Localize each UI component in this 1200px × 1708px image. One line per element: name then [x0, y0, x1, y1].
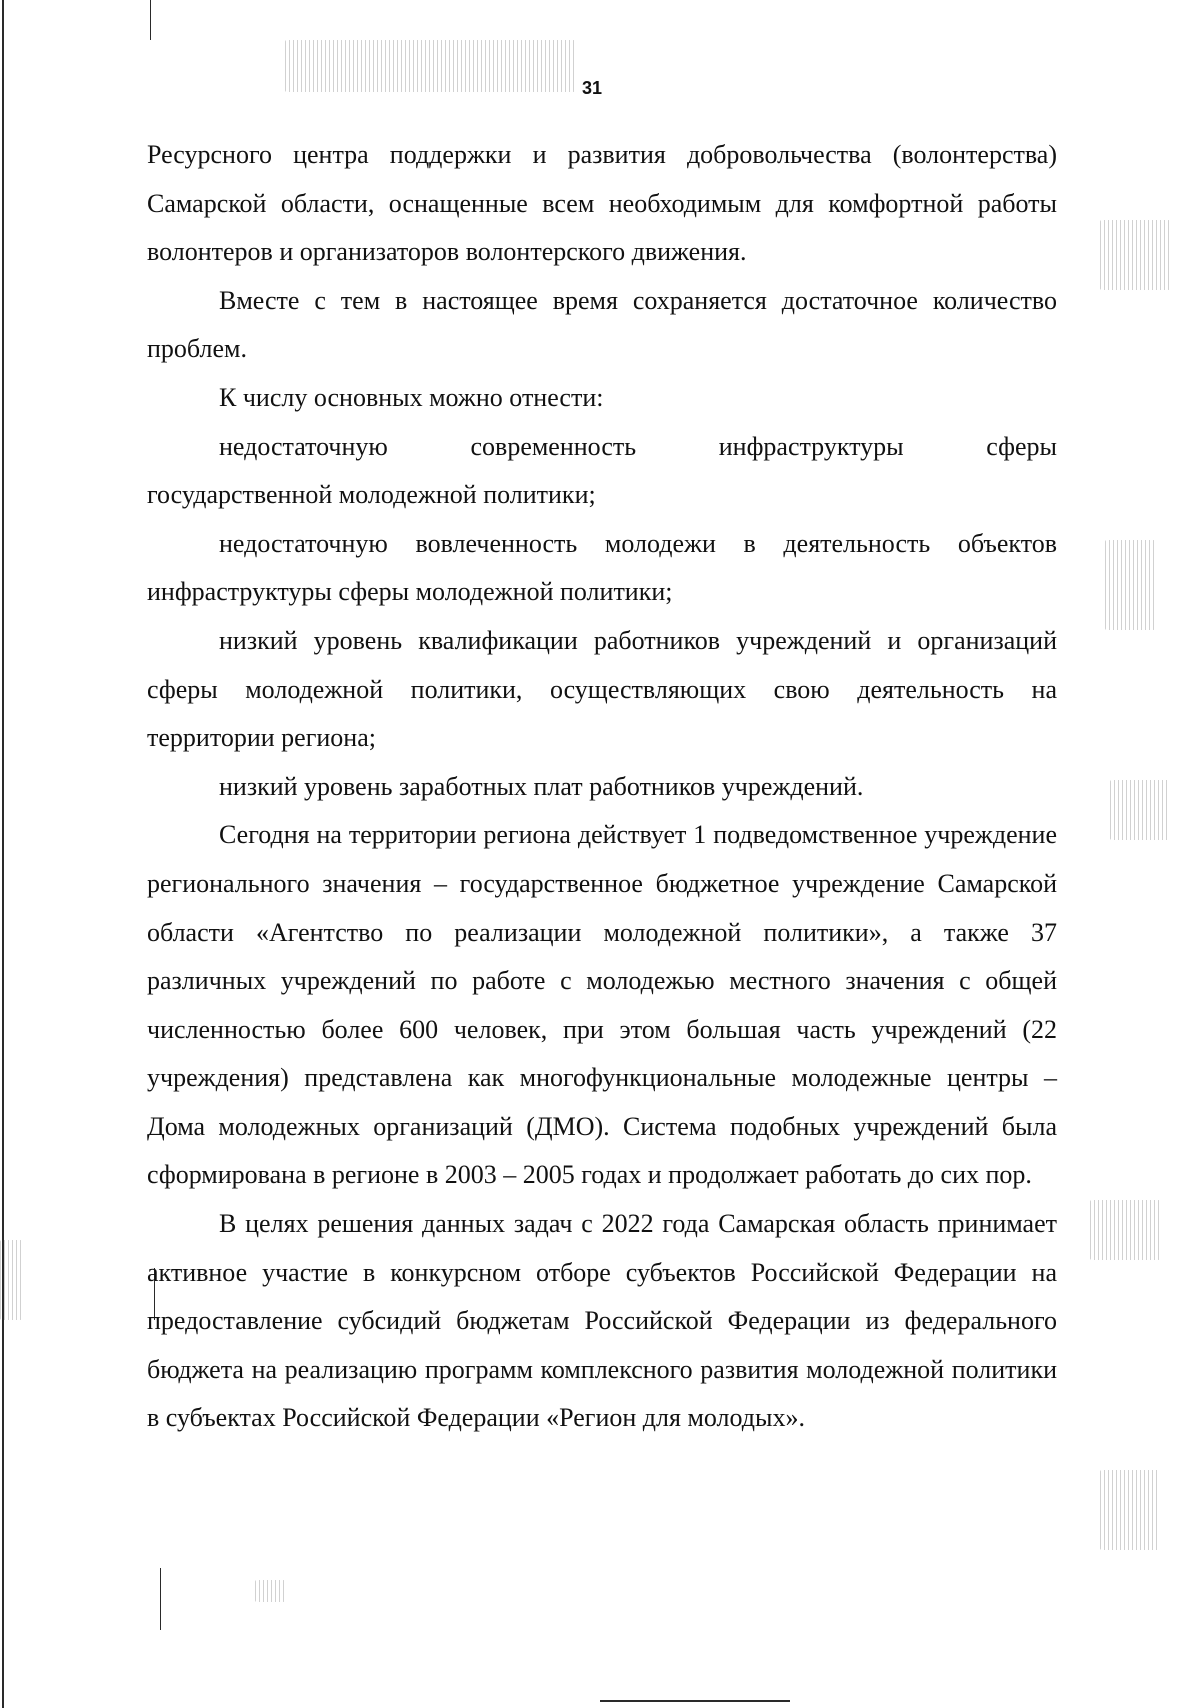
scan-speckle: [285, 40, 575, 92]
scan-margin-mark: [160, 1568, 161, 1630]
page-number: 31: [582, 78, 603, 98]
scan-speckle: [1100, 1470, 1160, 1550]
list-item-line: недостаточную современность инфраструктуры сферы: [219, 431, 1057, 461]
list-item: низкий уровень квалификации работников учреждений и организаций сферы молодежной политики, осуществляющих свою деятельность на территории региона;: [147, 625, 1057, 753]
scan-edge-line: [2, 0, 4, 1708]
paragraph: Вместе с тем в настоящее время сохраняется достаточное количество проблем.: [147, 285, 1057, 364]
scan-speckle: [0, 1240, 22, 1320]
list-item: недостаточную вовлеченность молодежи в деятельность объектов инфраструктуры сферы молодежной политики;: [147, 528, 1057, 607]
scan-speckle: [255, 1580, 285, 1602]
list-item: низкий уровень заработных плат работников учреждений.: [219, 771, 864, 801]
list-item-continuation: государственной молодежной политики;: [147, 480, 596, 510]
scan-bottom-line: [600, 1700, 790, 1702]
paragraph: В целях решения данных задач с 2022 года Самарская область принимает активное участие в конкурсном отборе субъектов Российской Федерации на предоставление субсидий бюджетам Российской Федерации из федерального бюджета на реализацию программ комплексного развития молодежной политики в субъектах Российской Федерации «Регион для молодых».: [147, 1209, 1057, 1433]
scan-margin-mark: [150, 0, 151, 40]
paragraph: Ресурсного центра поддержки и развития добровольчества (волонтерства) Самарской области, оснащенные всем необходимым для комфортной работы волонтеров и организаторов волонтерского движения.: [147, 140, 1057, 267]
scan-speckle: [1105, 540, 1155, 630]
document-body: [147, 131, 1057, 1443]
scan-speckle: [1100, 220, 1170, 290]
scan-speckle: [1110, 780, 1170, 840]
paragraph: Сегодня на территории региона действует 1 подведомственное учреждение регионального значения – государственное бюджетное учреждение Самарской области «Агентство по реализации молодежной политики», а также 37 различных учреждений по работе с молодежью местного значения с общей численностью более 600 человек, при этом большая часть учреждений (22 учреждения) представлена как многофункциональные молодежные центры – Дома молодежных организаций (ДМО). Система подобных учреждений была сформирована в регионе в 2003 – 2005 годах и продолжает работать до сих пор.: [147, 820, 1057, 1190]
scan-speckle: [1090, 1200, 1160, 1260]
paragraph: К числу основных можно отнести:: [219, 382, 604, 412]
